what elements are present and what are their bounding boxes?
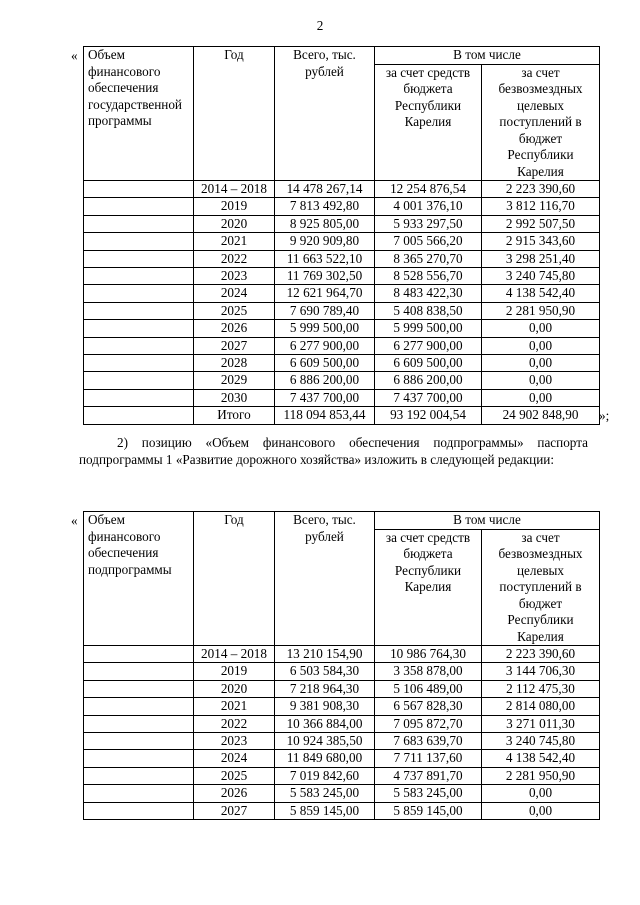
grants-cell: 2 915 343,60 <box>482 233 600 250</box>
table-row <box>84 389 600 406</box>
year-cell: 2025 <box>194 302 275 319</box>
col-header-funding-volume: Объем финансового обеспечения подпрограммы <box>84 512 194 646</box>
budget-cell: 7 005 566,20 <box>375 233 482 250</box>
col-header-grants: за счет безвозмездных целевых поступлений в бюджет Республики Карелия <box>482 64 600 181</box>
grants-cell: 0,00 <box>482 389 600 406</box>
amendment-paragraph: 2) позицию «Объем финансового обеспечения подпрограммы» паспорта подпрограммы 1 «Развитие дорожного хозяйства» изложить в следующей редакции: <box>79 435 588 467</box>
total-cell: 7 218 964,30 <box>275 680 375 697</box>
total-cell: 13 210 154,90 <box>275 646 375 663</box>
year-cell: 2023 <box>194 733 275 750</box>
grants-cell: 24 902 848,90 <box>482 407 600 424</box>
grants-cell: 0,00 <box>482 355 600 372</box>
budget-cell: 7 683 639,70 <box>375 733 482 750</box>
row-label-empty <box>84 268 194 285</box>
budget-cell: 6 886 200,00 <box>375 372 482 389</box>
grants-cell: 0,00 <box>482 785 600 802</box>
table-row <box>84 663 600 680</box>
open-quote: « <box>71 48 78 63</box>
year-cell: 2024 <box>194 285 275 302</box>
grants-cell: 0,00 <box>482 337 600 354</box>
row-label-empty <box>84 250 194 267</box>
year-cell: 2022 <box>194 250 275 267</box>
budget-cell: 6 277 900,00 <box>375 337 482 354</box>
grants-cell: 2 223 390,60 <box>482 181 600 198</box>
table-row <box>84 181 600 198</box>
year-cell: 2023 <box>194 268 275 285</box>
table-row <box>84 407 600 424</box>
grants-cell: 2 992 507,50 <box>482 215 600 232</box>
budget-cell: 7 095 872,70 <box>375 715 482 732</box>
total-cell: 7 019 842,60 <box>275 767 375 784</box>
budget-cell: 10 986 764,30 <box>375 646 482 663</box>
grants-cell: 2 814 080,00 <box>482 698 600 715</box>
year-cell: 2021 <box>194 233 275 250</box>
total-cell: 7 813 492,80 <box>275 198 375 215</box>
grants-cell: 2 281 950,90 <box>482 302 600 319</box>
grants-cell: 3 298 251,40 <box>482 250 600 267</box>
row-label-empty <box>84 215 194 232</box>
row-label-empty <box>84 698 194 715</box>
budget-cell: 3 358 878,00 <box>375 663 482 680</box>
total-cell: 5 583 245,00 <box>275 785 375 802</box>
total-cell: 6 503 584,30 <box>275 663 375 680</box>
grants-cell: 0,00 <box>482 372 600 389</box>
total-cell: 14 478 267,14 <box>275 181 375 198</box>
budget-cell: 6 609 500,00 <box>375 355 482 372</box>
row-label-empty <box>84 337 194 354</box>
budget-cell: 5 106 489,00 <box>375 680 482 697</box>
year-cell: 2027 <box>194 802 275 819</box>
total-cell: 9 920 909,80 <box>275 233 375 250</box>
row-label-empty <box>84 767 194 784</box>
row-label-empty <box>84 785 194 802</box>
table-row <box>84 198 600 215</box>
year-cell: 2014 – 2018 <box>194 181 275 198</box>
close-quote: »; <box>599 408 610 423</box>
budget-cell: 6 567 828,30 <box>375 698 482 715</box>
year-cell: 2014 – 2018 <box>194 646 275 663</box>
grants-cell: 3 144 706,30 <box>482 663 600 680</box>
year-cell: 2025 <box>194 767 275 784</box>
total-cell: 6 886 200,00 <box>275 372 375 389</box>
budget-cell: 93 192 004,54 <box>375 407 482 424</box>
table-row <box>84 802 600 819</box>
year-cell: 2019 <box>194 663 275 680</box>
table-row <box>84 355 600 372</box>
row-label-empty <box>84 663 194 680</box>
budget-cell: 4 001 376,10 <box>375 198 482 215</box>
year-cell: 2026 <box>194 785 275 802</box>
table-body <box>84 181 600 425</box>
budget-cell: 8 483 422,30 <box>375 285 482 302</box>
grants-cell: 3 240 745,80 <box>482 733 600 750</box>
col-header-including: В том числе <box>375 512 600 530</box>
row-label-empty <box>84 320 194 337</box>
table-row <box>84 680 600 697</box>
table-header <box>84 512 600 646</box>
total-cell: 7 690 789,40 <box>275 302 375 319</box>
grants-cell: 3 812 116,70 <box>482 198 600 215</box>
year-cell: 2024 <box>194 750 275 767</box>
row-label-empty <box>84 233 194 250</box>
year-cell: Итого <box>194 407 275 424</box>
table-row <box>84 767 600 784</box>
year-cell: 2028 <box>194 355 275 372</box>
table-row <box>84 285 600 302</box>
total-cell: 6 277 900,00 <box>275 337 375 354</box>
row-label-empty <box>84 646 194 663</box>
year-cell: 2020 <box>194 215 275 232</box>
grants-cell: 0,00 <box>482 320 600 337</box>
budget-cell: 7 437 700,00 <box>375 389 482 406</box>
table-row <box>84 233 600 250</box>
row-label-empty <box>84 750 194 767</box>
table-row <box>84 715 600 732</box>
program-funding-table <box>83 46 600 425</box>
grants-cell: 4 138 542,40 <box>482 285 600 302</box>
budget-cell: 5 408 838,50 <box>375 302 482 319</box>
budget-cell: 5 859 145,00 <box>375 802 482 819</box>
col-header-grants: за счет безвозмездных целевых поступлений в бюджет Республики Карелия <box>482 529 600 646</box>
year-cell: 2019 <box>194 198 275 215</box>
total-cell: 6 609 500,00 <box>275 355 375 372</box>
col-header-funding-volume: Объем финансового обеспечения государственной программы <box>84 47 194 181</box>
year-cell: 2027 <box>194 337 275 354</box>
total-cell: 11 849 680,00 <box>275 750 375 767</box>
table-row <box>84 785 600 802</box>
grants-cell: 2 223 390,60 <box>482 646 600 663</box>
table-row <box>84 698 600 715</box>
grants-cell: 2 281 950,90 <box>482 767 600 784</box>
row-label-empty <box>84 355 194 372</box>
total-cell: 5 999 500,00 <box>275 320 375 337</box>
row-label-empty <box>84 733 194 750</box>
table-row <box>84 215 600 232</box>
budget-cell: 5 999 500,00 <box>375 320 482 337</box>
total-cell: 11 663 522,10 <box>275 250 375 267</box>
year-cell: 2020 <box>194 680 275 697</box>
row-label-empty <box>84 680 194 697</box>
row-label-empty <box>84 407 194 424</box>
table-body <box>84 646 600 820</box>
table-row <box>84 750 600 767</box>
col-header-year: Год <box>194 47 275 181</box>
row-label-empty <box>84 389 194 406</box>
budget-cell: 5 583 245,00 <box>375 785 482 802</box>
col-header-year: Год <box>194 512 275 646</box>
year-cell: 2026 <box>194 320 275 337</box>
row-label-empty <box>84 181 194 198</box>
table-row <box>84 337 600 354</box>
table-header <box>84 47 600 181</box>
table-row <box>84 302 600 319</box>
total-cell: 9 381 908,30 <box>275 698 375 715</box>
row-label-empty <box>84 285 194 302</box>
table-row <box>84 372 600 389</box>
row-label-empty <box>84 372 194 389</box>
col-header-total: Всего, тыс. рублей <box>275 512 375 646</box>
budget-cell: 4 737 891,70 <box>375 767 482 784</box>
open-quote-2: « <box>71 513 78 528</box>
table-row <box>84 320 600 337</box>
grants-cell: 4 138 542,40 <box>482 750 600 767</box>
col-header-budget: за счет средств бюджета Республики Карелия <box>375 529 482 646</box>
row-label-empty <box>84 802 194 819</box>
year-cell: 2021 <box>194 698 275 715</box>
grants-cell: 0,00 <box>482 802 600 819</box>
budget-cell: 5 933 297,50 <box>375 215 482 232</box>
col-header-budget: за счет средств бюджета Республики Карелия <box>375 64 482 181</box>
total-cell: 5 859 145,00 <box>275 802 375 819</box>
table-row <box>84 733 600 750</box>
budget-cell: 7 711 137,60 <box>375 750 482 767</box>
col-header-total: Всего, тыс. рублей <box>275 47 375 181</box>
grants-cell: 3 271 011,30 <box>482 715 600 732</box>
grants-cell: 2 112 475,30 <box>482 680 600 697</box>
table-row <box>84 268 600 285</box>
total-cell: 10 924 385,50 <box>275 733 375 750</box>
year-cell: 2030 <box>194 389 275 406</box>
total-cell: 12 621 964,70 <box>275 285 375 302</box>
year-cell: 2022 <box>194 715 275 732</box>
budget-cell: 8 528 556,70 <box>375 268 482 285</box>
total-cell: 8 925 805,00 <box>275 215 375 232</box>
row-label-empty <box>84 198 194 215</box>
year-cell: 2029 <box>194 372 275 389</box>
total-cell: 10 366 884,00 <box>275 715 375 732</box>
grants-cell: 3 240 745,80 <box>482 268 600 285</box>
row-label-empty <box>84 302 194 319</box>
total-cell: 11 769 302,50 <box>275 268 375 285</box>
table-row <box>84 646 600 663</box>
budget-cell: 8 365 270,70 <box>375 250 482 267</box>
col-header-including: В том числе <box>375 47 600 65</box>
total-cell: 118 094 853,44 <box>275 407 375 424</box>
table-row <box>84 250 600 267</box>
budget-cell: 12 254 876,54 <box>375 181 482 198</box>
total-cell: 7 437 700,00 <box>275 389 375 406</box>
row-label-empty <box>84 715 194 732</box>
subprogram-funding-table <box>83 511 600 820</box>
page-number: 2 <box>316 18 324 33</box>
